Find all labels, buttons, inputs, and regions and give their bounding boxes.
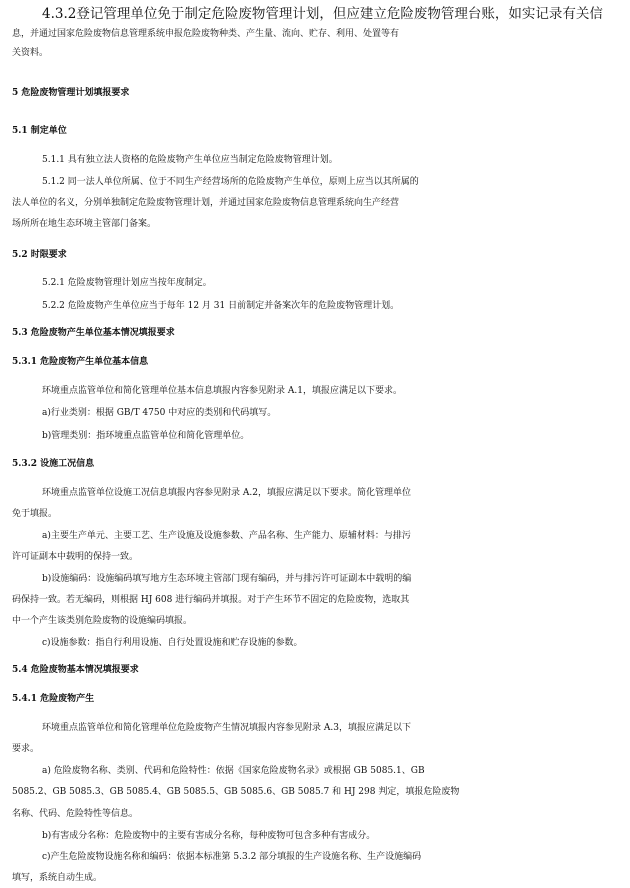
subsection-heading: 5.1 制定单位 <box>12 126 67 136</box>
body-line: a)行业类别：根据 GB/T 4750 中对应的类别和代码填写。 <box>42 408 277 418</box>
body-line: 5.1.1 具有独立法人资格的危险废物产生单位应当制定危险废物管理计划。 <box>42 155 338 165</box>
body-line: 要求。 <box>12 744 40 754</box>
body-line: c)设施参数：指自行利用设施、自行处置设施和贮存设施的参数。 <box>42 638 303 648</box>
body-line: 环境重点监管单位和简化管理单位危险废物产生情况填报内容参见附录 A.3，填报应满足以下 <box>42 723 411 733</box>
body-line: 5.2.2 危险废物产生单位应当于每年 12 月 31 日前制定并备案次年的危险废物管理计划。 <box>42 301 400 311</box>
body-line: b)有害成分名称：危险废物中的主要有害成分名称，每种废物可包含多种有害成分。 <box>42 831 376 841</box>
section-heading: 5 危险废物管理计划填报要求 <box>12 88 130 98</box>
subsection-heading: 5.4 危险废物基本情况填报要求 <box>12 665 139 675</box>
body-line: 名称、代码、危险特性等信息。 <box>12 809 139 819</box>
clause-heading: 5.4.1 危险废物产生 <box>12 694 95 704</box>
body-line: 法人单位的名义，分别单独制定危险废物管理计划，并通过国家危险废物信息管理系统向生产经营 <box>12 198 400 208</box>
body-line: 许可证副本中载明的保持一致。 <box>12 552 139 562</box>
body-line: 环境重点监管单位设施工况信息填报内容参见附录 A.2，填报应满足以下要求。简化管理单位 <box>42 488 411 498</box>
body-line: b)管理类别：指环境重点监管单位和简化管理单位。 <box>42 431 250 441</box>
body-line: a)主要生产单元、主要工艺、生产设施及设施参数、产品名称、生产能力、原辅材料：与排污 <box>42 531 411 541</box>
body-line: a) 危险废物名称、类别、代码和危险特性：依据《国家危险废物名录》或根据 GB 5085.1、GB <box>42 766 425 776</box>
body-line: 关资料。 <box>12 48 49 58</box>
body-line: 4.3.2登记管理单位免于制定危险废物管理计划，但应建立危险废物管理台账，如实记录有关信 <box>42 6 603 22</box>
body-line: 5085.2、GB 5085.3、GB 5085.4、GB 5085.5、GB 5085.6、GB 5085.7 和 HJ 298 判定，填报危险废物 <box>12 787 460 797</box>
body-line: 码保持一致。若无编码，则根据 HJ 608 进行编码并填报。对于产生环节不固定的危险废物，选取其 <box>12 595 410 605</box>
body-line: 5.2.1 危险废物管理计划应当按年度制定。 <box>42 278 212 288</box>
subsection-heading: 5.3 危险废物产生单位基本情况填报要求 <box>12 328 175 338</box>
body-line: 免于填报。 <box>12 509 58 519</box>
body-line: 5.1.2 同一法人单位所属、位于不同生产经营场所的危险废物产生单位，原则上应当以其所属的 <box>42 177 419 187</box>
body-line: c)产生危险废物设施名称和编码：依据本标准第 5.3.2 部分填报的生产设施名称、生产设施编码 <box>42 852 422 862</box>
body-line: 环境重点监管单位和简化管理单位基本信息填报内容参见附录 A.1，填报应满足以下要求。 <box>42 386 402 396</box>
body-line: 场所所在地生态环境主管部门备案。 <box>12 219 157 229</box>
body-line: 中一个产生该类别危险废物的设施编码填报。 <box>12 616 193 626</box>
body-line: b)设施编码：设施编码填写地方生态环境主管部门现有编码，并与排污许可证副本中载明的编 <box>42 574 412 584</box>
body-line: 息，并通过国家危险废物信息管理系统申报危险废物种类、产生量、流向、贮存、利用、处置等有 <box>12 29 400 39</box>
body-line: 填写，系统自动生成。 <box>12 873 103 883</box>
subsection-heading: 5.2 时限要求 <box>12 250 67 260</box>
clause-heading: 5.3.1 危险废物产生单位基本信息 <box>12 357 149 367</box>
clause-heading: 5.3.2 设施工况信息 <box>12 459 95 469</box>
